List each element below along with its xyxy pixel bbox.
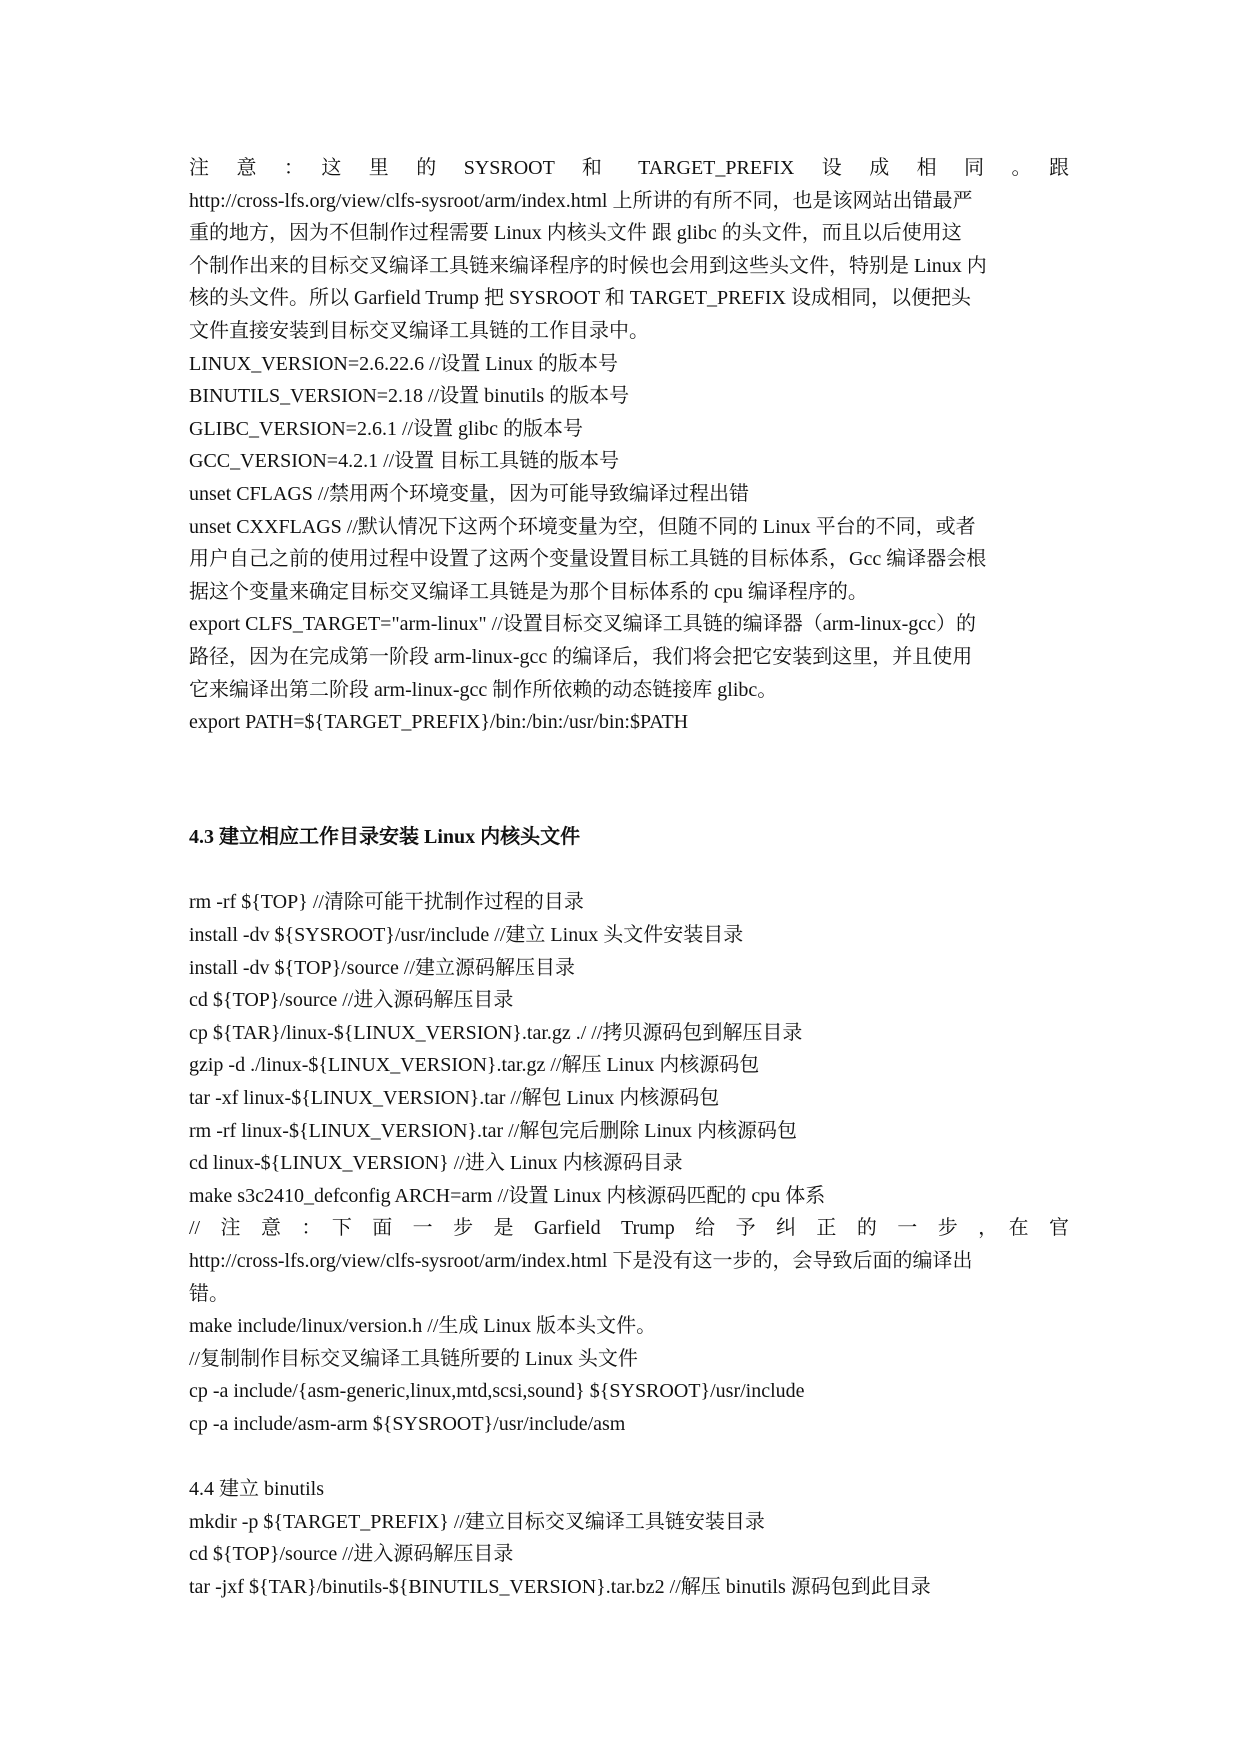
text-line: 用户自己之前的使用过程中设置了这两个变量设置目标工具链的目标体系，Gcc 编译器会根 [189, 548, 987, 571]
text-line: 它来编译出第二阶段 arm-linux-gcc 制作所依赖的动态链接库 glibc。 [189, 678, 778, 701]
code-line: gzip -d ./linux-${LINUX_VERSION}.tar.gz //解压 Linux 内核源码包 [189, 1054, 760, 1077]
code-line: BINUTILS_VERSION=2.18 //设置 binutils 的版本号 [189, 385, 630, 408]
section-heading-4-3: 4.3 建立相应工作目录安装 Linux 内核头文件 [189, 826, 581, 849]
text-line: 文件直接安装到目标交叉编译工具链的工作目录中。 [189, 319, 649, 342]
text-line: // 注 意 ： 下 面 一 步 是 Garfield Trump 给 予 纠 正 的 一 步 ， 在 官 [189, 1217, 1069, 1240]
text-line: 据这个变量来确定目标交叉编译工具链是为那个目标体系的 cpu 编译程序的。 [189, 580, 868, 603]
code-line: make s3c2410_defconfig ARCH=arm //设置 Linux 内核源码匹配的 cpu 体系 [189, 1184, 826, 1207]
text-line: 注 意 ： 这 里 的 SYSROOT 和 TARGET_PREFIX 设 成 相 同 。 跟 [189, 157, 1069, 179]
code-line: export CLFS_TARGET="arm-linux" //设置目标交叉编译工具链的编译器（arm-linux-gcc）的 [189, 613, 977, 636]
cxxflags-paragraph [189, 511, 1069, 609]
text-line: 错。 [189, 1282, 229, 1305]
code-line: rm -rf ${TOP} //清除可能干扰制作过程的目录 [189, 891, 584, 914]
code-line: unset CXXFLAGS //默认情况下这两个环境变量为空，但随不同的 Linux 平台的不同，或者 [189, 515, 976, 538]
code-line: LINUX_VERSION=2.6.22.6 //设置 Linux 的版本号 [189, 352, 619, 375]
sysroot-note-paragraph [189, 152, 1069, 348]
code-line: tar -xf linux-${LINUX_VERSION}.tar //解包 Linux 内核源码包 [189, 1087, 720, 1110]
code-line: unset CFLAGS //禁用两个环境变量，因为可能导致编译过程出错 [189, 482, 750, 505]
text-line: 核的头文件。所以 Garfield Trump 把 SYSROOT 和 TARGET_PREFIX 设成相同，以便把头 [189, 287, 971, 310]
code-line: cp -a include/{asm-generic,linux,mtd,scsi,sound} ${SYSROOT}/usr/include [189, 1380, 805, 1403]
section-4-3-commands [189, 886, 1069, 1212]
code-line: cp -a include/asm-arm ${SYSROOT}/usr/include/asm [189, 1412, 626, 1435]
code-line: //复制制作目标交叉编译工具链所要的 Linux 头文件 [189, 1347, 638, 1370]
code-line: make include/linux/version.h //生成 Linux 版本头文件。 [189, 1315, 657, 1338]
code-line: cd linux-${LINUX_VERSION} //进入 Linux 内核源码目录 [189, 1152, 683, 1175]
document-body [189, 152, 1069, 1604]
code-line: mkdir -p ${TARGET_PREFIX} //建立目标交叉编译工具链安装目录 [189, 1510, 765, 1533]
code-line: cd ${TOP}/source //进入源码解压目录 [189, 1543, 514, 1566]
code-line: install -dv ${TOP}/source //建立源码解压目录 [189, 956, 576, 979]
blank-space [189, 854, 1069, 887]
code-line: install -dv ${SYSROOT}/usr/include //建立 Linux 头文件安装目录 [189, 924, 744, 947]
code-line: export PATH=${TARGET_PREFIX}/bin:/bin:/usr/bin:$PATH [189, 711, 689, 734]
section-4-4-commands [189, 1506, 1069, 1604]
text-line: 路径，因为在完成第一阶段 arm-linux-gcc 的编译后，我们将会把它安装到这里，并且使用 [189, 645, 973, 668]
text-line: 个制作出来的目标交叉编译工具链来编译程序的时候也会用到这些头文件，特别是 Linux 内 [189, 254, 987, 277]
section-heading-4-4: 4.4 建立 binutils [189, 1478, 325, 1501]
code-line: GLIBC_VERSION=2.6.1 //设置 glibc 的版本号 [189, 417, 584, 440]
code-line: GCC_VERSION=4.2.1 //设置 目标工具链的版本号 [189, 450, 620, 473]
blank-space [189, 1441, 1069, 1474]
export-paragraph [189, 608, 1069, 738]
version-variables [189, 348, 1069, 511]
code-line: cp ${TAR}/linux-${LINUX_VERSION}.tar.gz ./ //拷贝源码包到解压目录 [189, 1021, 803, 1044]
blank-space [189, 789, 1069, 822]
code-line: cd ${TOP}/source //进入源码解压目录 [189, 989, 514, 1012]
blank-space [189, 739, 1069, 789]
text-line: 重的地方，因为不但制作过程需要 Linux 内核头文件 跟 glibc 的头文件，而且以后使用这 [189, 222, 962, 245]
text-line: http://cross-lfs.org/view/clfs-sysroot/arm/index.html 上所讲的有所不同，也是该网站出错最严 [189, 189, 973, 212]
code-line: tar -jxf ${TAR}/binutils-${BINUTILS_VERSION}.tar.bz2 //解压 binutils 源码包到此目录 [189, 1575, 931, 1598]
code-line: rm -rf linux-${LINUX_VERSION}.tar //解包完后删除 Linux 内核源码包 [189, 1119, 798, 1142]
section-4-3-note [189, 1212, 1069, 1310]
section-4-3-commands-2 [189, 1310, 1069, 1440]
text-line: http://cross-lfs.org/view/clfs-sysroot/arm/index.html 下是没有这一步的，会导致后面的编译出 [189, 1250, 973, 1272]
